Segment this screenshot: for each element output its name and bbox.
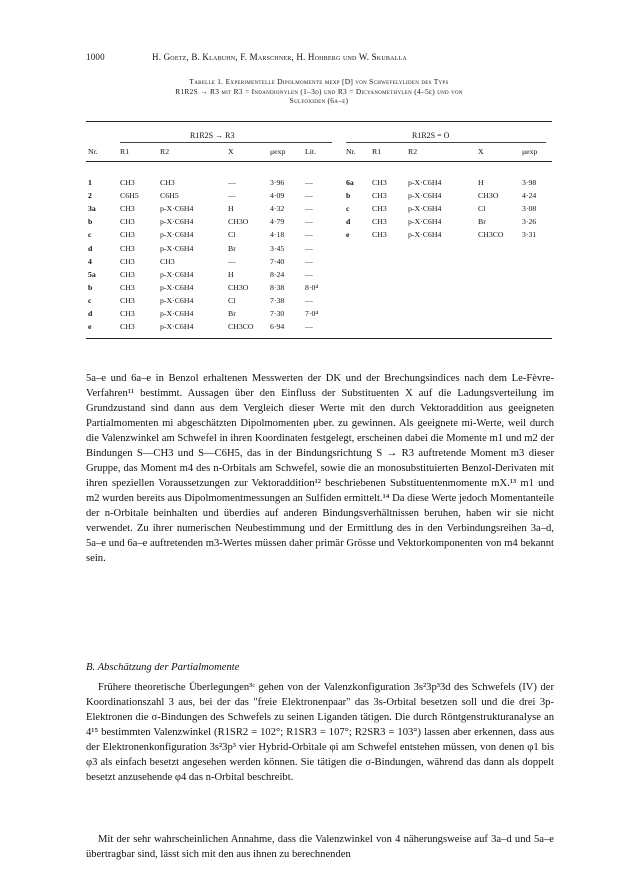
column-header: R2 [160,147,170,156]
table-cell: — [305,269,313,279]
table-caption-line: Sulfoxiden (6a–e) [289,96,349,105]
table-cell: c [88,295,92,305]
table-header-rule [86,161,552,162]
table-cell: p-X·C6H4 [160,322,194,332]
table-cell: — [305,217,313,227]
table-cell: — [305,256,313,266]
group-heading-sulfoxides: R1R2S = O [412,131,450,140]
table-cell: Br [228,243,236,253]
table-cell: — [228,178,236,187]
paragraph-text: Mit der sehr wahrscheinlichen Annahme, dass die Valenzwinkel von 4 näherungsweise auf 3a–d und 5a–e übertragbar sind, lässt sich mit den aus ihnen zu berechnenden [86,834,554,860]
table-cell: H [228,204,234,214]
page-number: 1000 [86,52,105,62]
table-cell: 3·96 [270,178,285,187]
table-cell: Br [228,309,236,318]
table-top-rule [86,121,552,122]
table-cell: — [228,191,236,201]
table-cell: — [305,322,313,332]
table-cell: p-X·C6H4 [160,204,194,214]
table-cell: b [346,191,351,201]
table-cell: c [88,230,92,240]
table-cell: p-X·C6H4 [160,295,194,305]
table-cell: H [478,178,484,187]
column-header: R1 [120,147,130,156]
table-cell: 7·0⁴ [305,309,319,318]
table-cell: 3·08 [522,204,537,214]
table-cell: 6·94 [270,322,285,332]
table-cell: p-X·C6H4 [160,217,194,227]
table-cell: 8·0⁴ [305,282,319,292]
table-cell: H [228,269,234,279]
table-cell: p-X·C6H4 [408,178,442,187]
table-cell: — [305,230,313,240]
table-cell: 3·98 [522,178,537,187]
table-cell: 4·24 [522,191,537,201]
table-cell: Cl [478,204,486,214]
table-cell: p-X·C6H4 [160,309,194,318]
table-cell: 5a [88,269,96,279]
table-cell: CH3 [160,178,175,187]
table-cell: 4·18 [270,230,285,240]
column-header: X [228,147,234,156]
table-cell: 7·30 [270,309,285,318]
table-cell: C6H5 [120,191,139,201]
table-cell: 1 [88,178,92,187]
table-cell: CH3 [372,230,387,240]
table-cell: b [88,282,93,292]
table-cell: 2 [88,191,92,201]
table-cell: p-X·C6H4 [160,230,194,240]
table-cell: CH3 [120,230,135,240]
table-cell: CH3O [228,282,249,292]
table-cell: b [88,217,93,227]
table-cell: — [305,178,313,187]
table-cell: CH3 [120,204,135,214]
group-heading-ylides: R1R2S → R3 [190,131,235,140]
group-divider-sulfoxides [346,142,546,143]
table-cell: p-X·C6H4 [160,269,194,279]
table-cell: CH3 [120,256,135,266]
column-header: μexp [522,147,538,156]
table-cell: 8·38 [270,282,285,292]
table-cell: 3·31 [522,230,537,240]
table-cell: C6H5 [160,191,179,201]
table-cell: CH3 [120,309,135,318]
table-cell: 7·38 [270,295,285,305]
body-paragraph [86,680,554,785]
table-cell: e [88,322,92,332]
table-cell: CH3 [120,295,135,305]
table-cell: 8·24 [270,269,285,279]
table-cell: 3·26 [522,217,537,227]
table-cell: 4·79 [270,217,285,227]
table-cell: 6a [346,178,354,187]
column-header: μexp [270,147,286,156]
section-heading: B. Abschätzung der Partialmomente [86,662,240,673]
table-cell: p-X·C6H4 [408,191,442,201]
table-cell: c [346,204,350,214]
table-cell: CH3CO [228,322,254,332]
paragraph-text: Frühere theoretische Überlegungen³ᶜ gehen von der Valenzkonfiguration 3s²3p³3d des Schwefels (IV) der Koordinationszahl 3 aus, bei der das "freie Elektronenpaar" das 3s-Orbital besetzen soll und die drei 3p-Elektronen die σ-Bindungen des Schwefels zu seinen Liganden tätigen. Die durch Röntgenstrukturanalyse an 4¹⁵ bestimmten Valenzwinkel (R1SR2 = 102°; R1SR3 = 107°; R2SR3 = 103°) lassen aber erkennen, dass aus der Elektronenkonfiguration 3s²3p³ vier Hybrid-Orbitale φi am Schwefel entstehen müssen, von denen φ1 bis φ3 als einfach besetzt angesehen werden können. Sie tätigen die σ-Bindungen, während das dann als doppelt besetzt anzusehende φ4 das n-Orbital beschreibt. [86,682,554,783]
table-bottom-rule [86,338,552,339]
column-header: R2 [408,147,418,156]
table-cell: 4 [88,256,92,266]
table-cell: CH3 [120,322,135,332]
table-cell: CH3 [120,282,135,292]
table-cell: d [88,309,93,318]
column-header: Nr. [88,147,98,156]
table-cell: CH3 [372,204,387,214]
table-cell: CH3CO [478,230,504,240]
table-caption-line: R1R2S → R3 mit R3 = Indandionylen (1–3d) und R3 = Dicyanomethylen (4–5e) und von [175,86,463,96]
author-line: H. Goetz, B. Klabuhn, F. Marschner, H. Hohberg und W. Skuballa [152,52,407,62]
table-cell: p-X·C6H4 [408,217,442,227]
table-cell: — [305,243,313,253]
table-cell: — [228,256,236,266]
group-divider-ylides [120,142,332,143]
table-caption [86,77,552,106]
table-cell: p-X·C6H4 [408,230,442,240]
table-cell: CH3 [120,269,135,279]
column-header: Lit. [305,147,317,156]
table-cell: — [305,191,313,201]
column-header: Nr. [346,147,356,156]
table-cell: Cl [228,230,236,240]
table-cell: CH3 [372,217,387,227]
column-header: X [478,147,484,156]
table-cell: 4·09 [270,191,285,201]
table-cell: d [346,217,351,227]
body-paragraph [86,371,554,566]
table-cell: p-X·C6H4 [160,243,194,253]
table-cell: 4·32 [270,204,285,214]
table-cell: CH3O [478,191,499,201]
table-cell: CH3 [120,217,135,227]
table-caption-line: Tabelle 1. Experimentelle Dipolmomente μexp [D] von Schwefelyliden des Typs [189,77,449,86]
column-header: R1 [372,147,382,156]
table-cell: e [346,230,350,240]
table-cell: CH3 [372,178,387,187]
table-cell: CH3 [160,256,175,266]
table-cell: 7·40 [270,256,285,266]
table-cell: CH3 [120,243,135,253]
table-cell: p-X·C6H4 [408,204,442,214]
table-cell: CH3 [372,191,387,201]
table-cell: p-X·C6H4 [160,282,194,292]
table-cell: 3·45 [270,243,285,253]
table-cell: — [305,295,313,305]
table-cell: 3a [88,204,96,214]
table-cell: d [88,243,93,253]
table-cell: Cl [228,295,236,305]
body-paragraph [86,832,554,862]
table-cell: — [305,204,313,214]
paragraph-text: 5a–e und 6a–e in Benzol erhaltenen Messwerten der DK und der Brechungsindices nach dem Le-Fèvre-Verfahren¹¹ bestimmt. Aussagen über den Einfluss der Substituenten X auf die Ladungsverteilung im Grundzustand sind dann aus dem Vergleich dieser Werte mit den durch Vektoraddition aus geeigneten Partialmomenten mi abgeschätzten Dipolmomenten μber. zu gewinnen. Als geeignete mi-Werte, weil durch die Valenzwinkel am Schwefel in ihren Koordinaten festgelegt, erscheinen dabei die Momente m1 und m2 der Bindungen S—CH3 und S—C6H5, das in der Bindungsrichtung S → R3 auftretende Moment m3 dieser Gruppe, das Moment m4 des n-Orbitals am Schwefel, sowie die an monosubstituierten Benzol-Derivaten mit ihren speziellen Voraussetzungen zur Vektoraddition¹² beschriebenen Substituentenmomente mX.¹³ m1 und m2 wurden bereits aus Dipolmomentmessungen an Sulfiden ermittelt.¹⁴ Da diese Werte jedoch Momentanteile der n-Orbitale beinhalten und überdies auf anderen Bindungsverhältnissen beruhen, haben wir sie nicht verwendet. Zu ihrer numerischen Neubestimmung und der Ermittlung des in den Verbindungsreihen 3a–d, 5a–e und 6a–e auftretenden m3-Wertes müssen daher primär Grösse und Vektorkomponenten von m4 bekannt sein. [86,373,555,564]
table-cell: CH3 [120,178,135,187]
table-cell: Br [478,217,486,227]
table-cell: CH3O [228,217,249,227]
